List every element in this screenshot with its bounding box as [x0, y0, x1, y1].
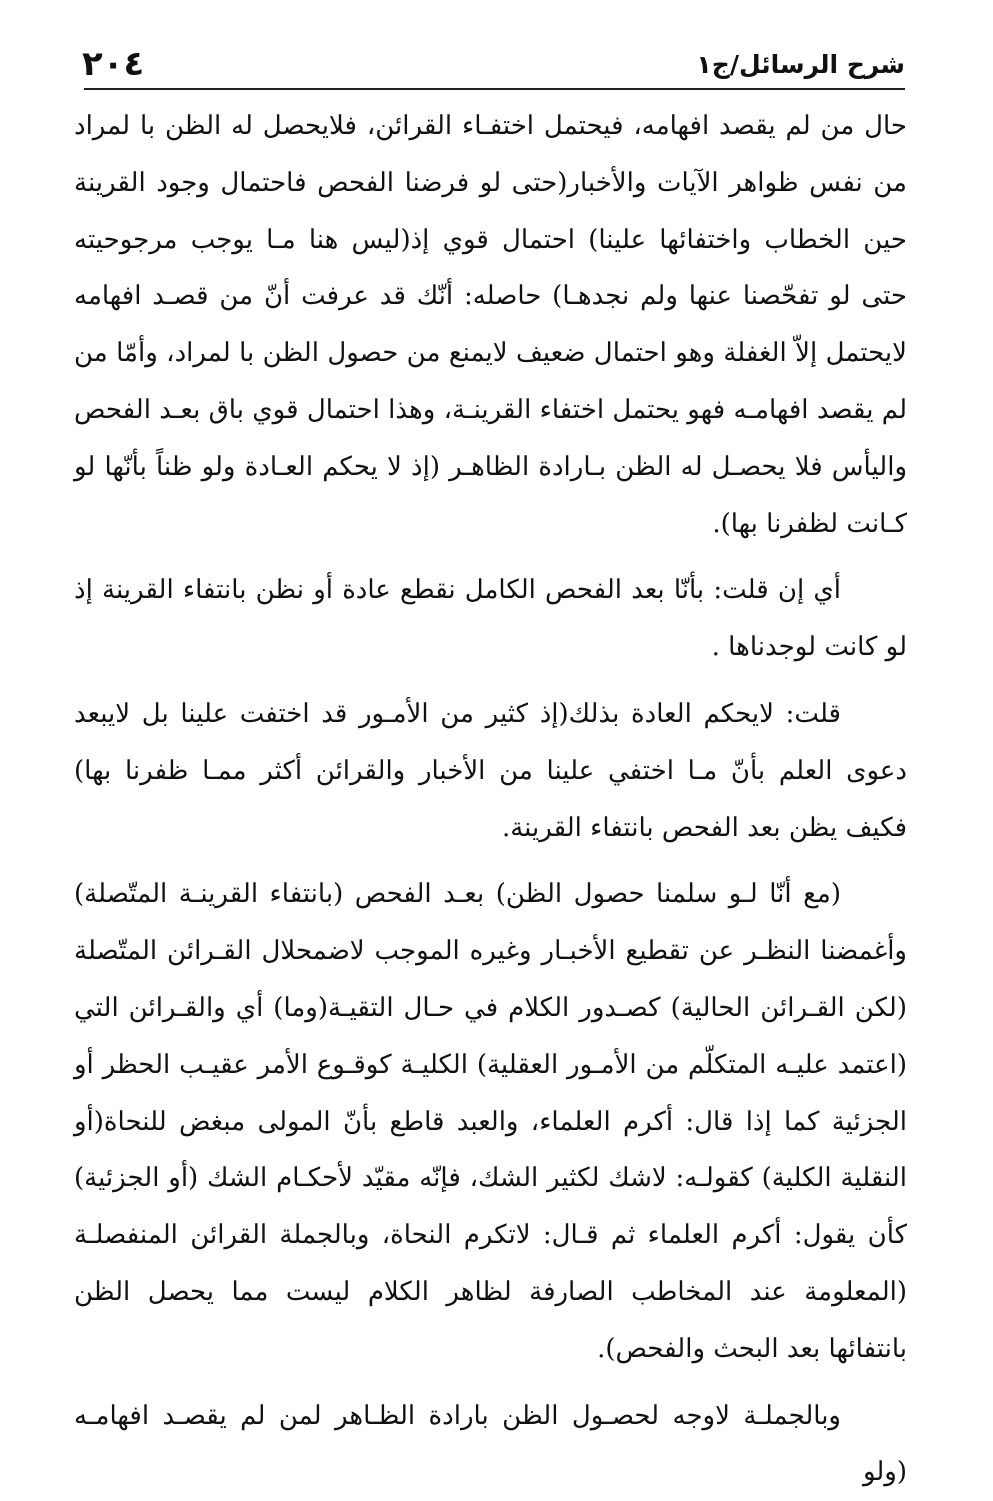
body-text [74, 98, 907, 1501]
paragraph: (مع أنّا لـو سلمنا حصول الظن) بعـد الفحص (بانتفاء القرينـة المتّصلة) وأغمضنا النظـر عن تقطيع الأخبـار وغيره الموجب لاضمحلال القـرائن المتّصلة (لكن القـرائن الحالية) كصـدور الكلام في حـال التقيـة(وما) أي والقـرائن التي (اعتمد عليـه المتكلّم من الأمـور العقلية) الكليـة كوقـوع الأمر عقيـب الحظر أو الجزئية كما إذا قال: أكرم العلماء، والعبد قاطع بأنّ المولى مبغض للنحاة(أو النقلية الكلية) كقولـه: لاشك لكثير الشك، فإنّه مقيّد لأحكـام الشك (أو الجزئية) كأن يقول: أكرم العلماء ثم قـال: لاتكرم النحاة، وبالجملة القرائن المنفصلـة (المعلومة عند المخاطب الصارفة لظاهر الكلام ليست مما يحصل الظن بانتفائها بعد البحث والفحص). [74, 879, 907, 1364]
page-number: ٢٠٤ [82, 44, 145, 84]
running-title: شرح الرسائل/ج١ [696, 49, 905, 79]
paragraph: قلت: لايحكم العادة بذلك(إذ كثير من الأمـور قد اختفت علينا بل لايبعد دعوى العلم بأنّ مـا اختفي علينا من الأخبار والقرائن أكثر ممـا ظفرنا بها) فكيف يظن بعد الفحص بانتفاء القرينة. [74, 698, 907, 843]
page-header [82, 40, 905, 88]
paragraph: وبالجملـة لاوجه لحصـول الظن بارادة الظـاهر لمن لم يقصـد افهامـه (ولو [74, 1400, 907, 1488]
paragraph: حال من لم يقصد افهامه، فيحتمل اختفـاء القرائن، فلايحصل له الظن با لمراد من نفس ظواهر الآيات والأخبار(حتى لو فرضنا الفحص فاحتمال وجود القرينة حين الخطاب واختفائها علينا) احتمال قوي إذ(ليس هنا مـا يوجب مرجوحيته حتى لو تفحّصنا عنها ولم نجدهـا) حاصله: أنّك قد عرفت أنّ من قصـد افهامه لايحتمل إلاّ الغفلة وهو احتمال ضعيف لايمنع من حصول الظن با لمراد، وأمّا من لم يقصد افهامـه فهو يحتمل اختفاء القرينـة، وهذا احتمال قوي باق بعـد الفحص واليأس فلا يحصـل له الظن بـارادة الظاهـر (إذ لا يحكم العـادة ولو ظناً بأنّها لو كـانت لظفرنا بها). [74, 111, 907, 539]
paragraph: أي إن قلت: بأنّا بعد الفحص الكامل نقطع عادة أو نظن بانتفاء القرينة إذ لو كانت لوجدناها . [74, 575, 907, 663]
header-divider [84, 88, 905, 90]
